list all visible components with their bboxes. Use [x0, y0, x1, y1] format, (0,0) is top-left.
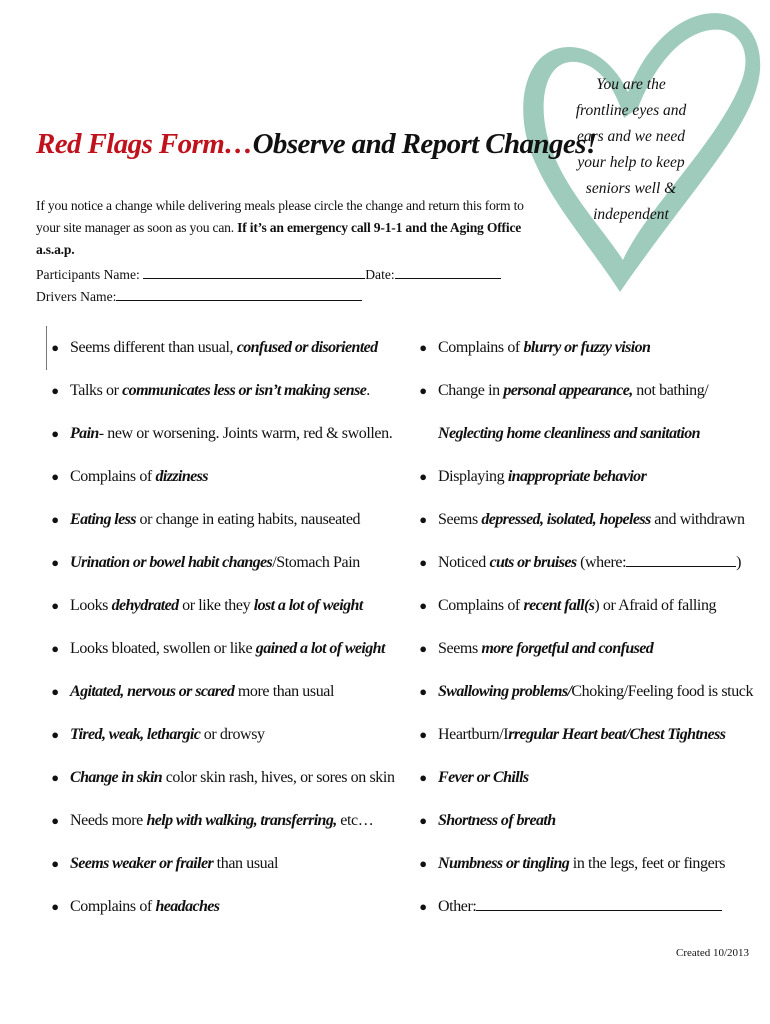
- emphasis-text: dehydrated: [111, 597, 179, 614]
- list-item[interactable]: [416, 885, 756, 928]
- plain-text: Looks: [70, 597, 112, 614]
- plain-text: Complains of: [438, 339, 524, 356]
- emphasis-text: more forgetful and confused: [481, 640, 654, 657]
- fill-in-blank[interactable]: [476, 896, 722, 911]
- list-item-text: [70, 670, 334, 713]
- bullet-icon: ●: [419, 813, 427, 828]
- list-item-text: [438, 412, 700, 455]
- list-item-continuation[interactable]: [416, 412, 756, 455]
- plain-text: more than usual: [234, 683, 335, 700]
- list-item-text: [70, 885, 219, 928]
- plain-text: (where:: [576, 554, 627, 571]
- plain-text: - new or worsening. Joints warm, red & swollen.: [98, 425, 393, 442]
- plain-text: Complains of: [438, 597, 524, 614]
- plain-text: Talks or: [70, 382, 123, 399]
- page-title: [36, 128, 597, 161]
- list-item[interactable]: [48, 842, 388, 885]
- emphasis-text: cuts or bruises: [489, 554, 577, 571]
- bullet-icon: ●: [51, 770, 59, 785]
- list-item[interactable]: [416, 756, 756, 799]
- emphasis-text: Numbness or tingling: [438, 855, 570, 872]
- list-item[interactable]: [48, 541, 388, 584]
- left-checklist: [48, 326, 395, 928]
- list-item-text: [70, 455, 208, 498]
- created-date: Created 10/2013: [676, 947, 750, 959]
- bullet-icon: ●: [51, 641, 59, 656]
- title-black-part: Observe and Report Changes!: [252, 128, 597, 160]
- emphasis-text: Change in skin: [70, 769, 163, 786]
- list-item[interactable]: [416, 670, 756, 713]
- emphasis-text: inappropriate behavior: [507, 468, 647, 485]
- bullet-icon: ●: [419, 555, 427, 570]
- list-item-text: [70, 584, 363, 627]
- bullet-icon: ●: [419, 684, 427, 699]
- list-item[interactable]: [416, 627, 756, 670]
- plain-text: Looks bloated, swollen or like: [70, 640, 256, 657]
- plain-text: and withdrawn: [650, 511, 745, 528]
- list-item[interactable]: [48, 326, 388, 369]
- bullet-icon: ●: [51, 383, 59, 398]
- list-item-text: [438, 541, 741, 584]
- emphasis-text: Eating less: [70, 511, 136, 528]
- emphasis-text: help with walking, transferring,: [146, 812, 337, 829]
- list-item-text: [70, 369, 370, 412]
- emphasis-text: Shortness of breath: [438, 812, 556, 829]
- plain-text: ): [736, 554, 742, 571]
- plain-text: .: [366, 382, 370, 399]
- emphasis-text: Neglecting home cleanliness and sanitation: [438, 425, 700, 442]
- form-fields: [36, 264, 501, 308]
- list-item[interactable]: [416, 326, 756, 369]
- list-item[interactable]: [416, 713, 756, 756]
- emphasis-text: rregular Heart beat/Chest Tightness: [508, 726, 726, 743]
- plain-text: Displaying: [438, 468, 508, 485]
- bullet-icon: ●: [419, 727, 427, 742]
- date-blank[interactable]: [395, 264, 501, 279]
- plain-text: Seems: [438, 640, 482, 657]
- plain-text: Seems: [438, 511, 482, 528]
- emphasis-text: Swallowing problems/: [438, 683, 572, 700]
- bullet-icon: ●: [419, 512, 427, 527]
- list-item[interactable]: [48, 885, 388, 928]
- list-item[interactable]: [416, 369, 756, 412]
- plain-text: ) or Afraid of falling: [594, 597, 717, 614]
- emphasis-text: Agitated, nervous or scared: [70, 683, 235, 700]
- heart-line: independent: [593, 206, 669, 223]
- bullet-icon: ●: [419, 383, 427, 398]
- plain-text: /Stomach Pain: [272, 554, 360, 571]
- list-item[interactable]: [416, 584, 756, 627]
- list-item-text: [438, 799, 556, 842]
- emphasis-text: Pain: [70, 425, 99, 442]
- intro-emergency-text: If it’s an emergency call 9-1-1 and the Aging Office a.s.a.p.: [36, 220, 522, 257]
- list-item[interactable]: [48, 412, 393, 455]
- bullet-icon: ●: [419, 469, 427, 484]
- list-item[interactable]: [48, 713, 388, 756]
- list-item-text: [438, 627, 653, 670]
- bullet-icon: ●: [51, 512, 59, 527]
- title-red-part: Red Flags Form…: [36, 128, 253, 160]
- list-item-text: [438, 369, 708, 412]
- emphasis-text: lost a lot of weight: [253, 597, 363, 614]
- plain-text: Change in: [438, 382, 504, 399]
- plain-text: Other:: [438, 898, 477, 915]
- bullet-icon: ●: [51, 469, 59, 484]
- bullet-icon: ●: [51, 426, 59, 441]
- heart-line: frontline eyes and: [575, 102, 687, 119]
- plain-text: in the legs, feet or fingers: [569, 855, 726, 872]
- plain-text: or like they: [178, 597, 254, 614]
- driver-row: [36, 286, 501, 308]
- intro-paragraph: [36, 195, 536, 261]
- plain-text: not bathing/: [632, 382, 709, 399]
- bullet-icon: ●: [51, 727, 59, 742]
- list-item-text: [70, 713, 265, 756]
- bullet-icon: ●: [419, 641, 427, 656]
- emphasis-text: Urination or bowel habit changes: [70, 554, 273, 571]
- bullet-icon: ●: [419, 340, 427, 355]
- list-item-text: [70, 326, 378, 369]
- list-item[interactable]: [48, 455, 388, 498]
- emphasis-text: confused or disoriented: [236, 339, 378, 356]
- date-label: Date:: [365, 267, 395, 282]
- list-item[interactable]: [48, 627, 388, 670]
- emphasis-text: dizziness: [155, 468, 208, 485]
- plain-text: Noticed: [438, 554, 490, 571]
- list-item-text: [438, 842, 725, 885]
- list-item-text: [70, 842, 278, 885]
- list-item[interactable]: [48, 670, 388, 713]
- plain-text: color skin rash, hives, or sores on skin: [162, 769, 395, 786]
- emphasis-text: depressed, isolated, hopeless: [481, 511, 651, 528]
- plain-text: than usual: [213, 855, 278, 872]
- heart-line: ears and we need: [576, 128, 686, 145]
- driver-label: Drivers Name:: [36, 289, 117, 304]
- list-item-text: [70, 627, 385, 670]
- plain-text: Choking/Feeling food is stuck: [571, 683, 754, 700]
- emphasis-text: recent fall(s: [523, 597, 595, 614]
- plain-text: Heartburn/I: [438, 726, 509, 743]
- list-item[interactable]: [48, 584, 388, 627]
- participant-label: Participants Name:: [36, 267, 140, 282]
- cursor-bar: [46, 326, 47, 370]
- bullet-icon: ●: [51, 899, 59, 914]
- list-item-text: [70, 498, 360, 541]
- emphasis-text: Fever or Chills: [438, 769, 529, 786]
- list-item-text: [438, 498, 745, 541]
- bullet-icon: ●: [419, 899, 427, 914]
- list-item-text: [438, 713, 725, 756]
- plain-text: Complains of: [70, 898, 156, 915]
- emphasis-text: Seems weaker or frailer: [70, 855, 214, 872]
- plain-text: Seems different than usual,: [70, 339, 237, 356]
- plain-text: or drowsy: [200, 726, 265, 743]
- emphasis-text: blurry or fuzzy vision: [523, 339, 651, 356]
- heart-line: your help to keep: [577, 154, 685, 171]
- list-item[interactable]: [416, 498, 756, 541]
- bullet-icon: ●: [51, 813, 59, 828]
- bullet-icon: ●: [419, 770, 427, 785]
- list-item[interactable]: [48, 498, 388, 541]
- bullet-icon: ●: [51, 856, 59, 871]
- right-checklist: [416, 326, 756, 928]
- list-item[interactable]: [48, 756, 395, 799]
- list-item-text: [70, 412, 392, 455]
- list-item[interactable]: [416, 799, 756, 842]
- list-item-text: [70, 799, 373, 842]
- bullet-icon: ●: [51, 340, 59, 355]
- driver-name-blank[interactable]: [116, 286, 362, 301]
- emphasis-text: headaches: [155, 898, 220, 915]
- bullet-icon: ●: [51, 555, 59, 570]
- list-item-text: [438, 670, 753, 713]
- list-item[interactable]: [416, 455, 756, 498]
- list-item[interactable]: [48, 799, 388, 842]
- emphasis-text: communicates less or isn’t making sense: [122, 382, 367, 399]
- list-item[interactable]: [48, 369, 388, 412]
- bullet-icon: ●: [51, 684, 59, 699]
- emphasis-text: gained a lot of weight: [255, 640, 385, 657]
- list-item-text: [438, 584, 716, 627]
- fill-in-blank[interactable]: [626, 552, 736, 567]
- participant-name-blank[interactable]: [143, 264, 365, 279]
- emphasis-text: personal appearance,: [503, 382, 633, 399]
- list-item-text: [438, 885, 722, 928]
- list-item[interactable]: [416, 842, 756, 885]
- heart-line: seniors well &: [585, 180, 677, 197]
- list-item-text: [70, 756, 395, 799]
- plain-text: Complains of: [70, 468, 156, 485]
- heart-line: You are the: [596, 76, 666, 93]
- bullet-icon: ●: [51, 598, 59, 613]
- list-item-text: [70, 541, 360, 584]
- plain-text: etc…: [336, 812, 374, 829]
- list-item-text: [438, 326, 650, 369]
- list-item-text: [438, 455, 646, 498]
- list-item[interactable]: [416, 541, 756, 584]
- bullet-icon: ●: [419, 598, 427, 613]
- emphasis-text: Tired, weak, lethargic: [70, 726, 201, 743]
- intro-text: If you notice a change while delivering meals please circle the change and return this form to your site manager as soon as you can.: [36, 198, 524, 235]
- plain-text: or change in eating habits, nauseated: [135, 511, 361, 528]
- plain-text: Needs more: [70, 812, 147, 829]
- participant-row: [36, 264, 501, 286]
- bullet-icon: ●: [419, 856, 427, 871]
- list-item-text: [438, 756, 529, 799]
